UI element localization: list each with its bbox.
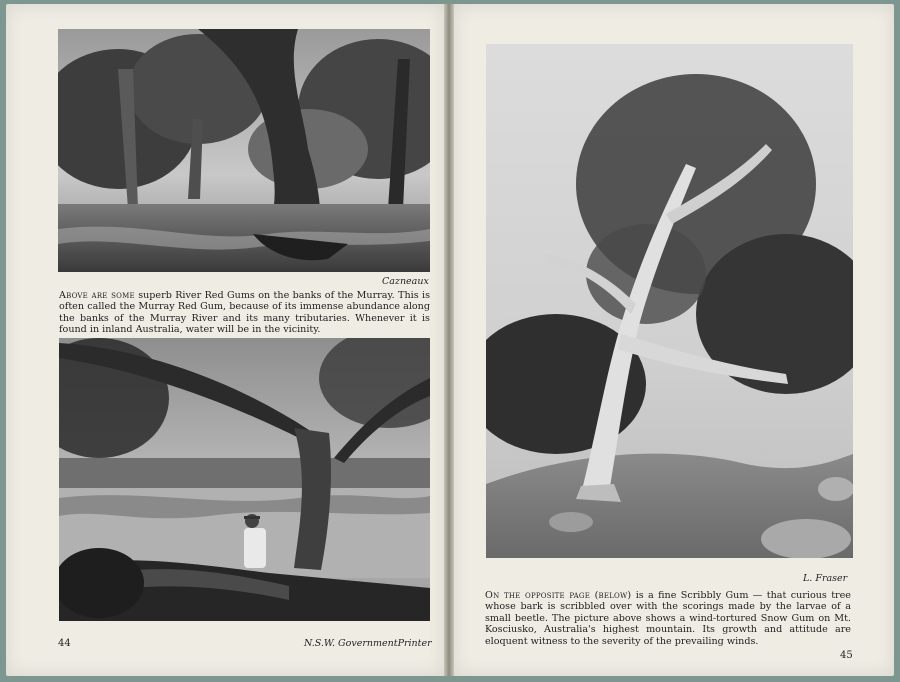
book-gutter: [444, 4, 454, 676]
caption-lead: Above are some: [59, 290, 135, 301]
caption-text-right: is a fine Scribbly Gum — that curious tree whose bark is scribbled over with the scorings made by the larvae of a small beetle. The picture above shows a wind-tortured Snow Gum on Mt. Kosciusko, Australia's highest mountain. Its growth and attitude are eloquent witness to the severity of the prevailing winds.: [485, 590, 851, 647]
left-caption: [59, 290, 430, 336]
photo-credit-right: L. Fraser: [803, 573, 848, 584]
river-scene-with-man-photo: [59, 338, 430, 621]
caption-lead-right: On the opposite page (below): [485, 590, 632, 601]
page-number-right: 45: [840, 650, 853, 661]
river-red-gums-photo: [58, 29, 430, 272]
page-number-left: 44: [58, 638, 71, 649]
snow-gum-photo: [486, 44, 853, 558]
caption-text: superb River Red Gums on the banks of the Murray. This is often called the Murray Red Gum, because of its immense abundance along the banks of the Murray River and its many tributaries. Whenever it is found in inland Australia, water will be in the vicinity.: [59, 290, 430, 336]
printer-imprint: N.S.W. GovernmentPrinter: [304, 638, 432, 649]
photo-credit: Cazneaux: [382, 276, 429, 287]
right-caption: [485, 590, 851, 647]
